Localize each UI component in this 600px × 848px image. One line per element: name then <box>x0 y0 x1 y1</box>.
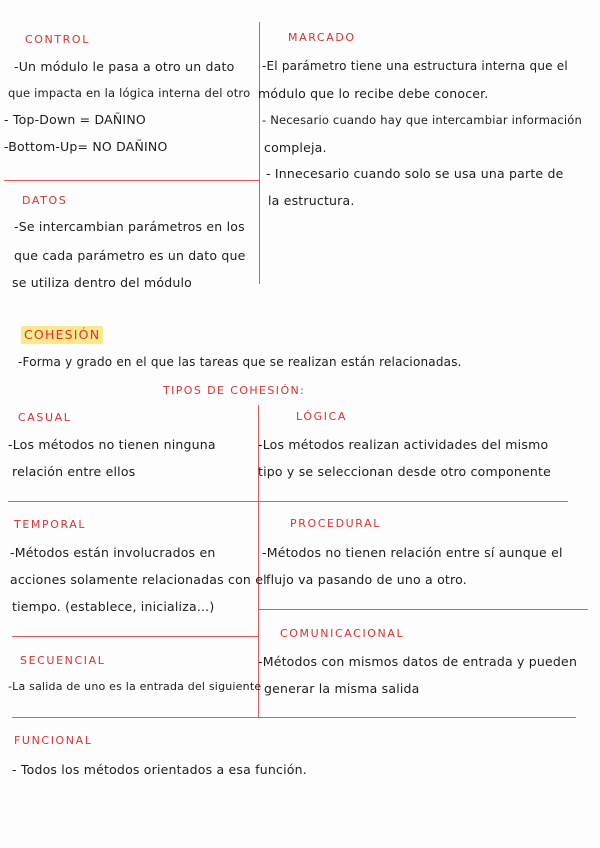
horizontal-divider-control-datos <box>4 180 259 181</box>
datos-line-1: -Se intercambian parámetros en los <box>14 219 245 234</box>
section-heading-temporal: TEMPORAL <box>14 518 87 531</box>
section-heading-casual: CASUAL <box>18 411 72 424</box>
marcado-line-2: módulo que lo recibe debe conocer. <box>258 86 489 101</box>
section-heading-datos: DATOS <box>22 194 68 207</box>
marcado-line-6: la estructura. <box>268 193 355 208</box>
cohesion-title: COHESIÓN <box>24 327 101 342</box>
logica-line-1: -Los métodos realizan actividades del mismo <box>258 437 549 452</box>
datos-line-3: se utiliza dentro del módulo <box>12 275 193 290</box>
procedural-line-1: -Métodos no tienen relación entre sí aunque el <box>262 545 563 560</box>
marcado-line-1: -El parámetro tiene una estructura interna que el <box>262 59 568 73</box>
control-line-3: - Top-Down = DAÑINO <box>4 112 146 127</box>
section-heading-secuencial: SECUENCIAL <box>20 654 106 667</box>
cohesion-definition: -Forma y grado en el que las tareas que se realizan están relacionadas. <box>18 355 462 369</box>
section-heading-procedural: PROCEDURAL <box>290 517 381 530</box>
logica-line-2: tipo y se seleccionan desde otro componente <box>258 464 551 479</box>
section-heading-comunicacional: COMUNICACIONAL <box>280 627 405 640</box>
comunicacional-line-1: -Métodos con mismos datos de entrada y pueden <box>258 654 578 669</box>
horizontal-divider-procedural-comunicacional <box>258 609 588 610</box>
vertical-divider-top <box>259 22 260 284</box>
section-heading-marcado: MARCADO <box>288 31 356 44</box>
control-line-1: -Un módulo le pasa a otro un dato <box>14 59 235 74</box>
control-line-4: -Bottom-Up= NO DAÑINO <box>4 139 168 154</box>
section-heading-logica: LÓGICA <box>296 410 347 423</box>
procedural-line-2: flujo va pasando de uno a otro. <box>266 572 467 587</box>
comunicacional-line-2: generar la misma salida <box>264 681 420 696</box>
temporal-line-2: acciones solamente relacionadas con el <box>10 572 267 587</box>
section-heading-control: CONTROL <box>25 33 90 46</box>
datos-line-2: que cada parámetro es un dato que <box>14 248 246 263</box>
control-line-2: que impacta en la lógica interna del otro <box>8 86 251 100</box>
funcional-line-1: - Todos los métodos orientados a esa función. <box>12 762 307 777</box>
horizontal-divider-temporal-secuencial <box>12 636 258 637</box>
horizontal-divider-bottom <box>12 717 576 718</box>
casual-line-1: -Los métodos no tienen ninguna <box>8 437 216 452</box>
secuencial-line-1: -La salida de uno es la entrada del siguiente <box>8 680 262 693</box>
temporal-line-3: tiempo. (establece, inicializa...) <box>12 599 215 614</box>
temporal-line-1: -Métodos están involucrados en <box>10 545 216 560</box>
horizontal-divider-casual-temporal <box>8 501 568 502</box>
marcado-line-4: compleja. <box>264 140 327 155</box>
marcado-line-5: - Innecesario cuando solo se usa una parte de <box>266 166 564 181</box>
cohesion-types-heading: TIPOS DE COHESIÓN: <box>163 384 306 397</box>
marcado-line-3: - Necesario cuando hay que intercambiar información <box>262 113 583 127</box>
casual-line-2: relación entre ellos <box>12 464 136 479</box>
section-heading-funcional: FUNCIONAL <box>14 734 93 747</box>
